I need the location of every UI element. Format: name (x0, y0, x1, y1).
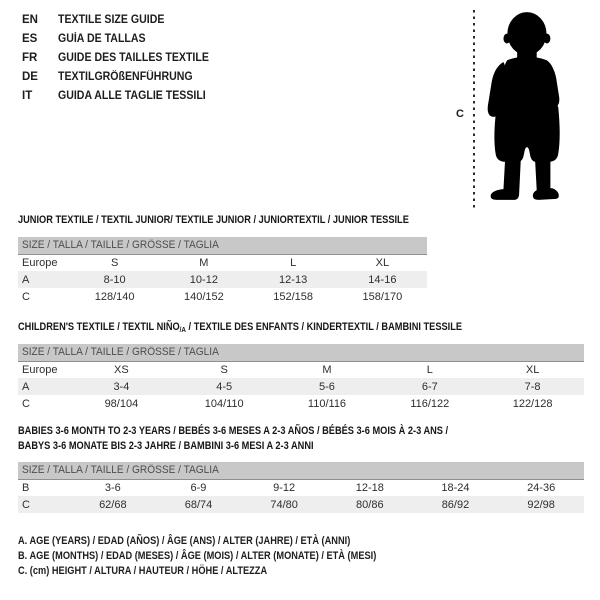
legend-text: B. AGE (MONTHS) / EDAD (MESES) / ÂGE (MOIS) / ALTER (MONATE) / ETÀ (MESI) (18, 550, 377, 562)
junior-heading-text: JUNIOR TEXTILE / TEXTIL JUNIOR/ TEXTILE JUNIOR / JUNIORTEXTIL / JUNIOR TESSILE (18, 214, 409, 226)
size-header-cell: XL (375, 256, 390, 269)
legend-line-c (18, 564, 445, 579)
legend (18, 534, 445, 579)
lang-row-en (22, 10, 222, 29)
value-cell: 12-18 (355, 481, 384, 494)
guide-title: TEXTILGRÖßENFÜHRUNG (58, 70, 193, 83)
size-bar-label: SIZE / TALLA / TAILLE / GRÖSSE / TAGLIA (22, 239, 219, 252)
size-header-cell: L (426, 363, 433, 376)
size-bar-row (18, 462, 584, 479)
value-cell: 110/116 (307, 397, 347, 410)
row-label: C (22, 290, 30, 303)
size-header-cell: S (110, 256, 119, 269)
table-row (18, 395, 584, 412)
value-cell: 14-16 (338, 271, 427, 288)
row-label: A (18, 378, 70, 395)
babies-size-table (18, 462, 584, 513)
value-cell: 12-13 (249, 271, 338, 288)
children-size-table (18, 344, 584, 412)
value-cell: 10-12 (159, 271, 248, 288)
size-header-cell: L (290, 256, 297, 269)
size-bar-cell (18, 462, 584, 479)
baby-silhouette-image (480, 8, 568, 206)
value-cell: 24-36 (527, 481, 556, 494)
lang-code: EN (22, 13, 38, 26)
legend-text: A. AGE (YEARS) / EDAD (AÑOS) / ÂGE (ANS) / ALTER (JAHRE) / ETÀ (ANNI) (18, 535, 351, 547)
value-cell: 62/68 (70, 496, 156, 513)
region-label: Europe (22, 256, 58, 269)
value-cell: 140/152 (183, 290, 224, 303)
junior-size-table (18, 237, 427, 305)
value-cell: 6-9 (190, 481, 207, 494)
guide-title: GUIDE DES TAILLES TEXTILE (58, 51, 209, 64)
table-row (18, 496, 584, 513)
legend-line-b (18, 549, 445, 564)
size-header-cell: S (220, 363, 228, 376)
junior-section-heading (18, 213, 483, 228)
value-cell: 68/74 (156, 496, 242, 513)
value-cell: 6-7 (378, 378, 481, 395)
value-cell: 18-24 (441, 481, 470, 494)
value-cell: 116/122 (410, 397, 450, 410)
lang-row-it (22, 86, 222, 105)
row-label: C (22, 397, 30, 410)
lang-row-de (22, 67, 222, 86)
lang-row-fr (22, 48, 222, 67)
size-bar-cell (18, 344, 584, 361)
value-cell: 4-5 (173, 378, 276, 395)
value-cell: 74/80 (241, 496, 327, 513)
row-label: B (22, 481, 30, 494)
children-section-heading (18, 320, 547, 337)
value-cell: 80/86 (327, 496, 413, 513)
table-row (18, 479, 584, 496)
table-row (18, 271, 427, 288)
measure-c-label: C (456, 108, 464, 120)
table-row (18, 361, 584, 378)
babies-heading-line2: BABYS 3-6 MONATE BIS 2-3 JAHRE / BAMBINI 3-6 MESI A 2-3 ANNI (18, 440, 314, 452)
heading-part: / TEXTILE DES ENFANTS / KINDERTEXTIL / BAMBINI TESSILE (185, 321, 463, 333)
value-cell: 98/104 (104, 397, 139, 410)
value-cell: 5-6 (276, 378, 379, 395)
guide-title: GUIDA ALLE TAGLIE TESSILI (58, 89, 206, 102)
guide-title: TEXTILE SIZE GUIDE (58, 13, 165, 26)
region-label: Europe (22, 363, 58, 376)
table-row (18, 254, 427, 271)
value-cell: 122/128 (512, 397, 553, 410)
table-row (18, 288, 427, 305)
heading-part: CHILDREN'S TEXTILE / TEXTIL NIÑO (18, 321, 180, 333)
height-measure-figure (456, 6, 596, 216)
value-cell: 3-6 (104, 481, 121, 494)
height-dotted-line (473, 10, 475, 210)
value-cell: 128/140 (94, 290, 135, 303)
lang-code: FR (22, 51, 38, 64)
children-heading-text (18, 320, 462, 337)
row-label: C (18, 496, 70, 513)
language-title-list (22, 10, 222, 105)
size-header-cell: M (199, 256, 209, 269)
lang-code: ES (22, 32, 38, 45)
value-cell: 104/110 (204, 397, 244, 410)
value-cell: 8-10 (70, 271, 159, 288)
lang-code: DE (22, 70, 38, 83)
table-row (18, 378, 584, 395)
guide-title: GUÍA DE TALLAS (58, 32, 146, 45)
size-bar-row (18, 237, 427, 254)
babies-section-heading (18, 424, 530, 454)
size-header-cell: XS (114, 363, 129, 376)
value-cell: 158/170 (362, 290, 403, 303)
size-bar-cell (18, 237, 427, 254)
legend-line-a (18, 534, 445, 549)
size-header-cell: XL (525, 363, 540, 376)
value-cell: 7-8 (481, 378, 584, 395)
size-header-cell: M (322, 363, 332, 376)
legend-text: C. (cm) HEIGHT / ALTURA / HAUTEUR / HÖHE / ALTEZZA (18, 565, 268, 577)
size-bar-label: SIZE / TALLA / TAILLE / GRÖSSE / TAGLIA (22, 346, 219, 359)
babies-heading-line1: BABIES 3-6 MONTH TO 2-3 YEARS / BEBÉS 3-6 MESES A 2-3 AÑOS / BÉBÉS 3-6 MOIS À 2-3 ANS / (18, 425, 449, 437)
lang-row-es (22, 29, 222, 48)
value-cell: 152/158 (273, 290, 313, 303)
row-label: A (18, 271, 70, 288)
size-bar-row (18, 344, 584, 361)
heading-subscript: /A (179, 325, 186, 334)
lang-code: IT (22, 89, 33, 102)
value-cell: 9-12 (273, 481, 296, 494)
value-cell: 92/98 (498, 496, 584, 513)
value-cell: 86/92 (413, 496, 499, 513)
size-bar-label: SIZE / TALLA / TAILLE / GRÖSSE / TAGLIA (22, 464, 219, 477)
value-cell: 3-4 (70, 378, 173, 395)
